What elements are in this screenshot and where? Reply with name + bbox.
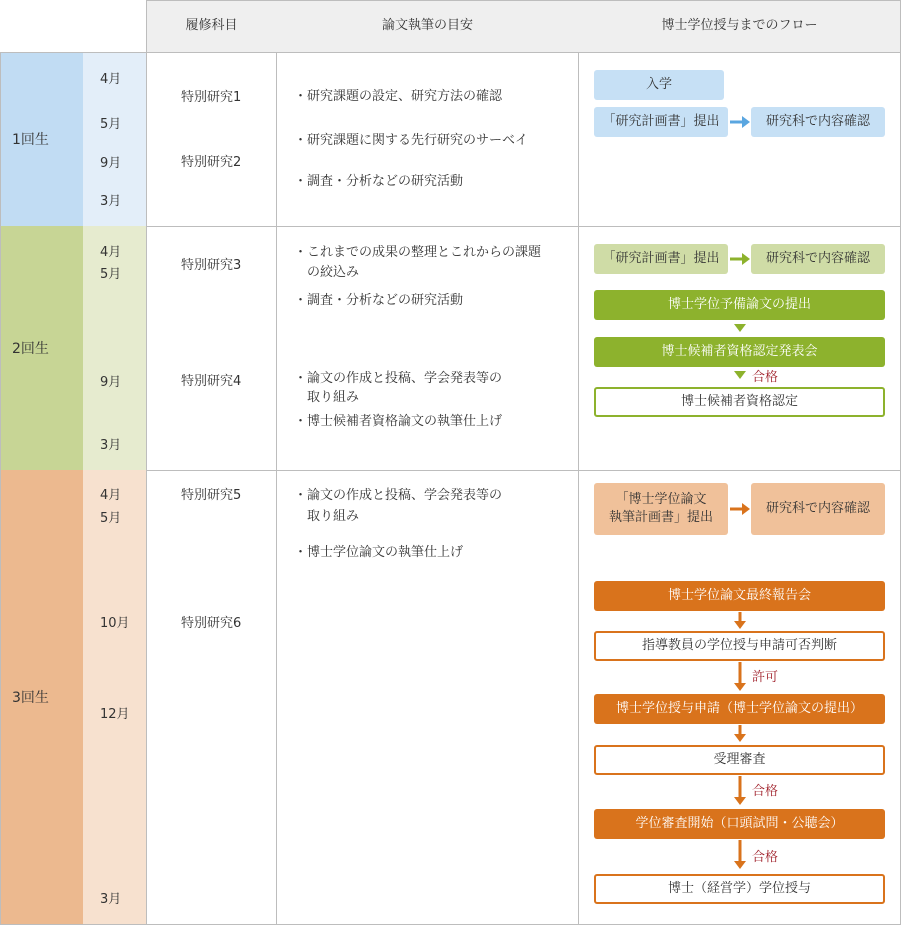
year3-judgement-box: 指導教員の学位授与申請可否判断 [594,631,885,661]
year1-month-1: 4月 [100,72,122,87]
year3-writing-1: ・論文の作成と投稿、学会発表等の [294,488,503,503]
year3-courses-cell [146,470,277,925]
year1-month-4: 3月 [100,194,122,209]
year3-writing-2: ・博士学位論文の執筆仕上げ [294,545,464,560]
year2-label: 2回生 [12,341,49,357]
year3-pass2-label: 合格 [752,850,779,865]
year1-writing-3: ・調査・分析などの研究活動 [294,174,464,189]
year2-writing-1b: の絞込み [294,265,360,280]
year2-month-4: 3月 [100,438,122,453]
year3-month-5: 3月 [100,892,122,907]
year3-review-box: 受理審査 [594,745,885,775]
year2-writing-3b: 取り組み [294,390,360,405]
year2-submit-box: 「研究計画書」提出 [594,244,728,274]
year3-writing-cell [276,470,579,925]
year3-arrow-right-icon [729,501,751,517]
year1-enroll-box: 入学 [594,70,724,100]
year3-permit-label: 許可 [752,670,779,685]
year3-final-report-box: 博士学位論文最終報告会 [594,581,885,611]
year1-confirm-box: 研究科で内容確認 [751,107,885,137]
year3-degree-box: 博士（経営学）学位授与 [594,874,885,904]
year2-month-cell [83,226,147,471]
year2-arrow-down-icon-2 [733,370,747,380]
year3-submit-line2: 執筆計画書」提出 [608,510,713,525]
year3-course-2: 特別研究6 [181,616,242,631]
year3-arrow-down-icon-2 [733,662,747,692]
header-flow: 博士学位授与までのフロー [661,18,818,33]
year3-confirm-box: 研究科で内容確認 [751,483,885,535]
year2-writing-cell [276,226,579,471]
year2-confirm-box: 研究科で内容確認 [751,244,885,274]
year2-writing-3: ・論文の作成と投稿、学会発表等の [294,371,503,386]
year3-month-2: 5月 [100,511,122,526]
year3-apply-box: 博士学位授与申請（博士学位論文の提出） [594,694,885,724]
year3-month-3: 10月 [100,616,130,631]
year2-course-2: 特別研究4 [181,374,242,389]
year2-month-2: 5月 [100,267,122,282]
header-courses: 履修科目 [185,18,238,33]
year3-submit-box [594,483,728,535]
year1-month-2: 5月 [100,117,122,132]
year1-course-1: 特別研究1 [181,90,242,105]
year1-course-2: 特別研究2 [181,155,242,170]
year1-arrow-right-icon [729,114,751,130]
year3-label: 3回生 [12,690,49,706]
year3-month-cell [83,470,147,925]
year2-month-1: 4月 [100,245,122,260]
year2-presentation-box: 博士候補者資格認定発表会 [594,337,885,367]
header-writing: 論文執筆の目安 [381,18,473,33]
year2-writing-2: ・調査・分析などの研究活動 [294,293,464,308]
year3-writing-1b: 取り組み [294,509,360,524]
year3-arrow-down-icon-4 [733,776,747,806]
year2-pass-label: 合格 [752,370,779,385]
year3-arrow-down-icon-3 [733,725,747,743]
year1-writing-2: ・研究課題に関する先行研究のサーベイ [294,133,529,148]
year3-arrow-down-icon-1 [733,612,747,630]
year1-submit-box: 「研究計画書」提出 [594,107,728,137]
year2-prelim-box: 博士学位予備論文の提出 [594,290,885,320]
year3-exam-box: 学位審査開始（口頭試問・公聴会） [594,809,885,839]
year1-writing-1: ・研究課題の設定、研究方法の確認 [294,89,503,104]
year3-submit-line1: 「博士学位論文 [615,492,707,507]
year1-month-3: 9月 [100,156,122,171]
year1-label: 1回生 [12,132,49,148]
year2-writing-1: ・これまでの成果の整理とこれからの課題 [294,245,542,260]
year2-writing-4: ・博士候補者資格論文の執筆仕上げ [294,414,503,429]
year3-month-4: 12月 [100,707,130,722]
year2-arrow-down-icon-1 [733,323,747,333]
year3-month-1: 4月 [100,488,122,503]
year3-arrow-down-icon-5 [733,840,747,870]
year2-cert-box: 博士候補者資格認定 [594,387,885,417]
year2-arrow-right-icon [729,251,751,267]
year1-courses-cell [146,52,277,227]
year3-course-1: 特別研究5 [181,488,242,503]
year2-month-3: 9月 [100,375,122,390]
year2-course-1: 特別研究3 [181,258,242,273]
year3-pass1-label: 合格 [752,784,779,799]
